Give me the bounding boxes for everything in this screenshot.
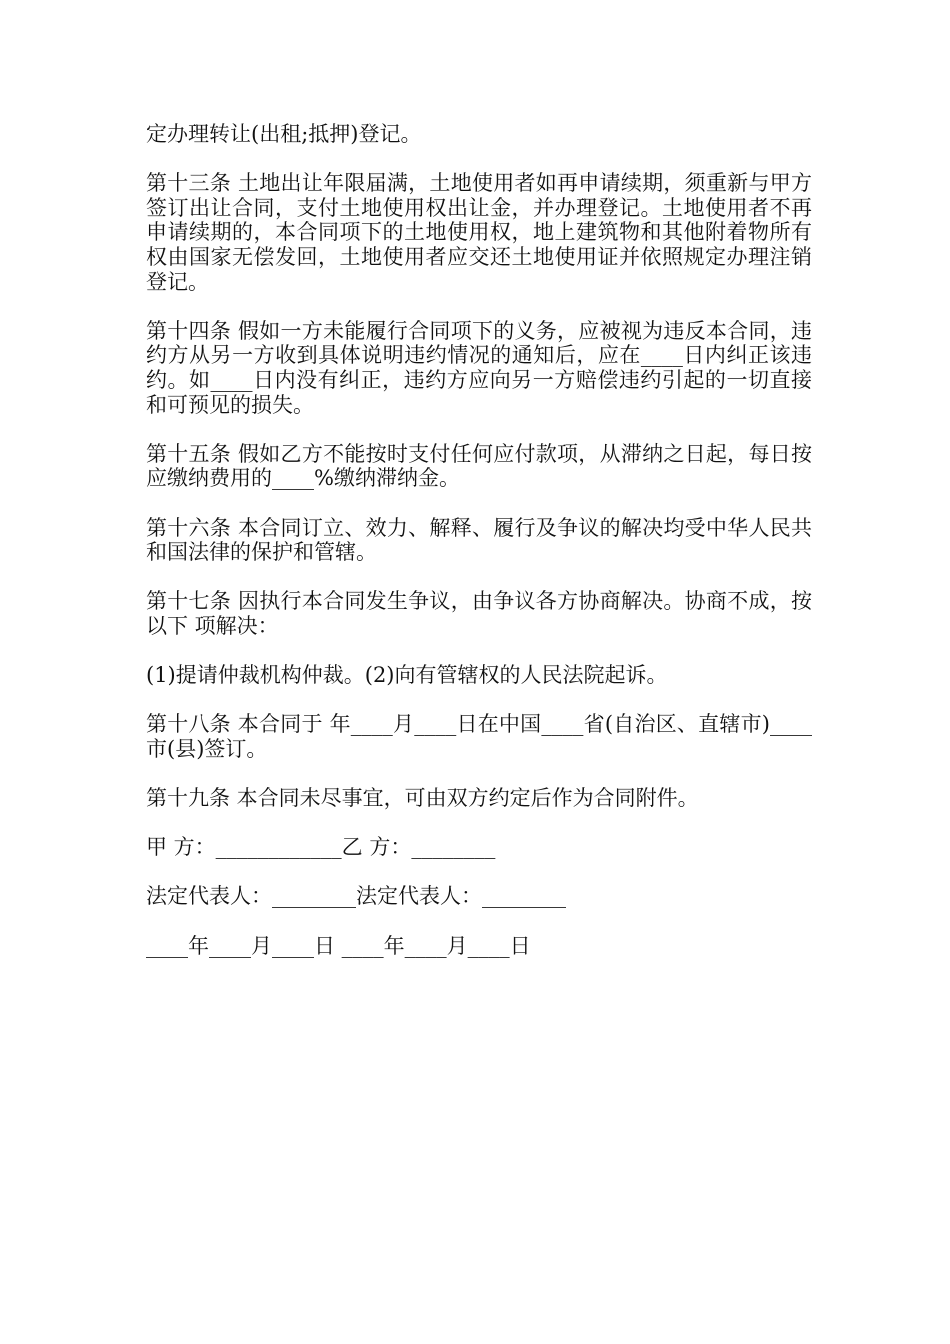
article-14: 第十四条 假如一方未能履行合同项下的义务，应被视为违反本合同，违约方从另一方收到具体说明违约情况的通知后，应在____日内纠正该违约。如____日内没有纠正，违约方应向另一方赔偿违约引起的一切直接和可预见的损失。 (146, 318, 812, 417)
article-17-options: (1)提请仲裁机构仲裁。(2)向有管辖权的人民法院起诉。 (146, 663, 668, 688)
paragraph-continuation: 定办理转让(出租;抵押)登记。 (146, 122, 422, 146)
article-13: 第十三条 土地出让年限届满，土地使用者如再申请续期，须重新与甲方签订出让合同，支付土地使用权出让金，并办理登记。土地使用者不再申请续期的，本合同项下的土地使用权，地上建筑物和其他附着物所有权由国家无偿发回，土地使用者应交还土地使用证并依照规定办理注销登记。 (146, 171, 812, 294)
article-16: 第十六条 本合同订立、效力、解释、履行及争议的解决均受中华人民共和国法律的保护和管辖。 (146, 515, 812, 565)
article-19: 第十九条 本合同未尽事宜，可由双方约定后作为合同附件。 (146, 786, 699, 811)
document-body (146, 122, 812, 983)
article-17: 第十七条 因执行本合同发生争议，由争议各方协商解决。协商不成，按以下 项解决： (146, 589, 812, 638)
signature-parties: 甲 方：____________乙 方：________ (146, 835, 496, 860)
signature-dates: ____年____月____日 ____年____月____日 (146, 933, 531, 958)
article-15: 第十五条 假如乙方不能按时支付任何应付款项，从滞纳之日起，每日按应缴纳费用的____%缴纳滞纳金。 (146, 441, 812, 491)
signature-representatives: 法定代表人：________法定代表人：________ (146, 884, 566, 909)
article-18: 第十八条 本合同于 年____月____日在中国____省(自治区、直辖市)____市(县)签订。 (146, 712, 812, 761)
